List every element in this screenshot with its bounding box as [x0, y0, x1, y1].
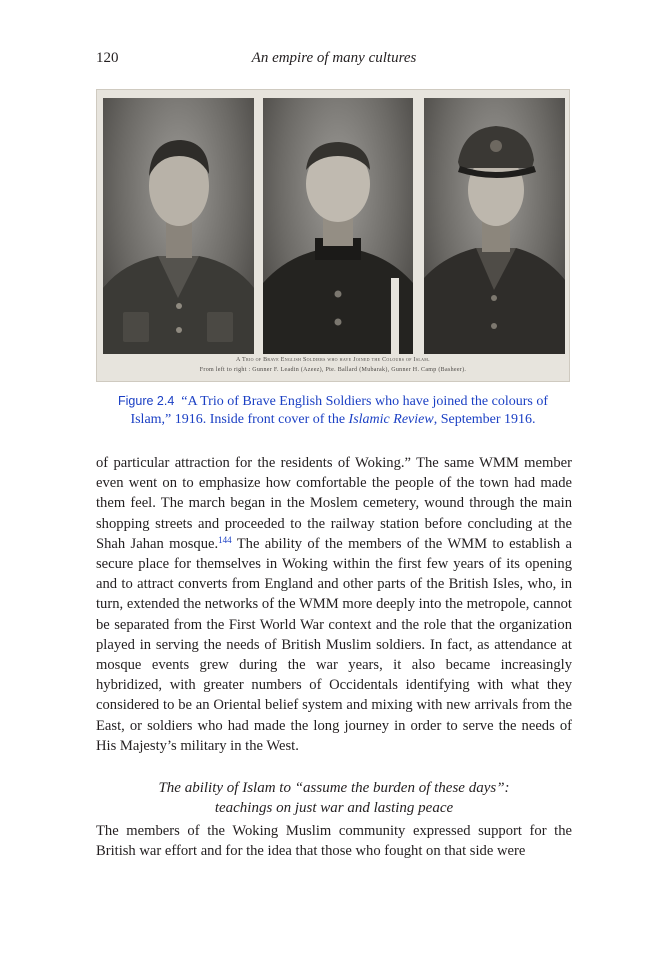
section-heading-line-1: The ability of Islam to “assume the burden of these days”:	[158, 780, 510, 796]
paragraph-1-text: of particular attraction for the residents of Woking.” The same WMM member even went on to emphasize how comfortable the people of the town had made them feel. The march began in the Moslem cemetery, wound through the main shopping streets and proceeded to the railway station before concluding at the Shah Jahan mosque.	[96, 455, 572, 552]
page-number: 120	[96, 50, 119, 66]
section-heading	[96, 778, 572, 818]
figure-photo-plate	[96, 89, 570, 382]
soldier-portrait-right	[424, 98, 565, 354]
footnote-reference[interactable]: 144	[218, 534, 232, 545]
figure-caption	[110, 392, 556, 429]
plate-caption-names: From left to right : Gunner F. Leadin (Azeez), Pte. Ballard (Mubarak), Gunner H. Camp (Basheer).	[199, 367, 467, 373]
caption-date: , September 1916.	[433, 412, 536, 427]
soldier-portrait-center	[263, 98, 413, 354]
figure-label: Figure 2.4	[118, 394, 175, 408]
plate-caption-title: A Trio of Brave English Soldiers who have Joined the Colours of Islam.	[236, 357, 430, 363]
caption-text: “A Trio of Brave English Soldiers who have joined the colours of Islam,” 1916. Inside front cover of the	[130, 394, 548, 427]
body-paragraph-2: The members of the Woking Muslim community expressed support for the British war effort and for the idea that those who fought on that side were	[96, 823, 572, 860]
body-paragraph-1	[96, 453, 572, 756]
running-title: An empire of many cultures	[251, 50, 417, 66]
running-header	[96, 50, 572, 70]
caption-journal-title: Islamic Review	[348, 412, 434, 427]
soldier-portrait-left	[103, 98, 254, 354]
section-heading-line-2: teachings on just war and lasting peace	[214, 800, 454, 816]
paragraph-1-continuation: The ability of the members of the WMM to establish a secure place for themselves in Woking within the first few years of its opening and to attract converts from England and other parts of the British Isles, who, in turn, extended the networks of the WMM more deeply into the metropole, cannot be separated from the First World War context and the role that the organization played in serving the needs of British Muslim soldiers. In fact, as attendance at mosque events grew during the war years, it also became increasingly hybridized, with greater numbers of Occidentals identifying with what they considered to be an Oriental belief system and mixing with new arrivals from the East, or soldiers who had made the long journey in order to serve the needs of His Majesty’s military in the West.	[96, 535, 572, 754]
